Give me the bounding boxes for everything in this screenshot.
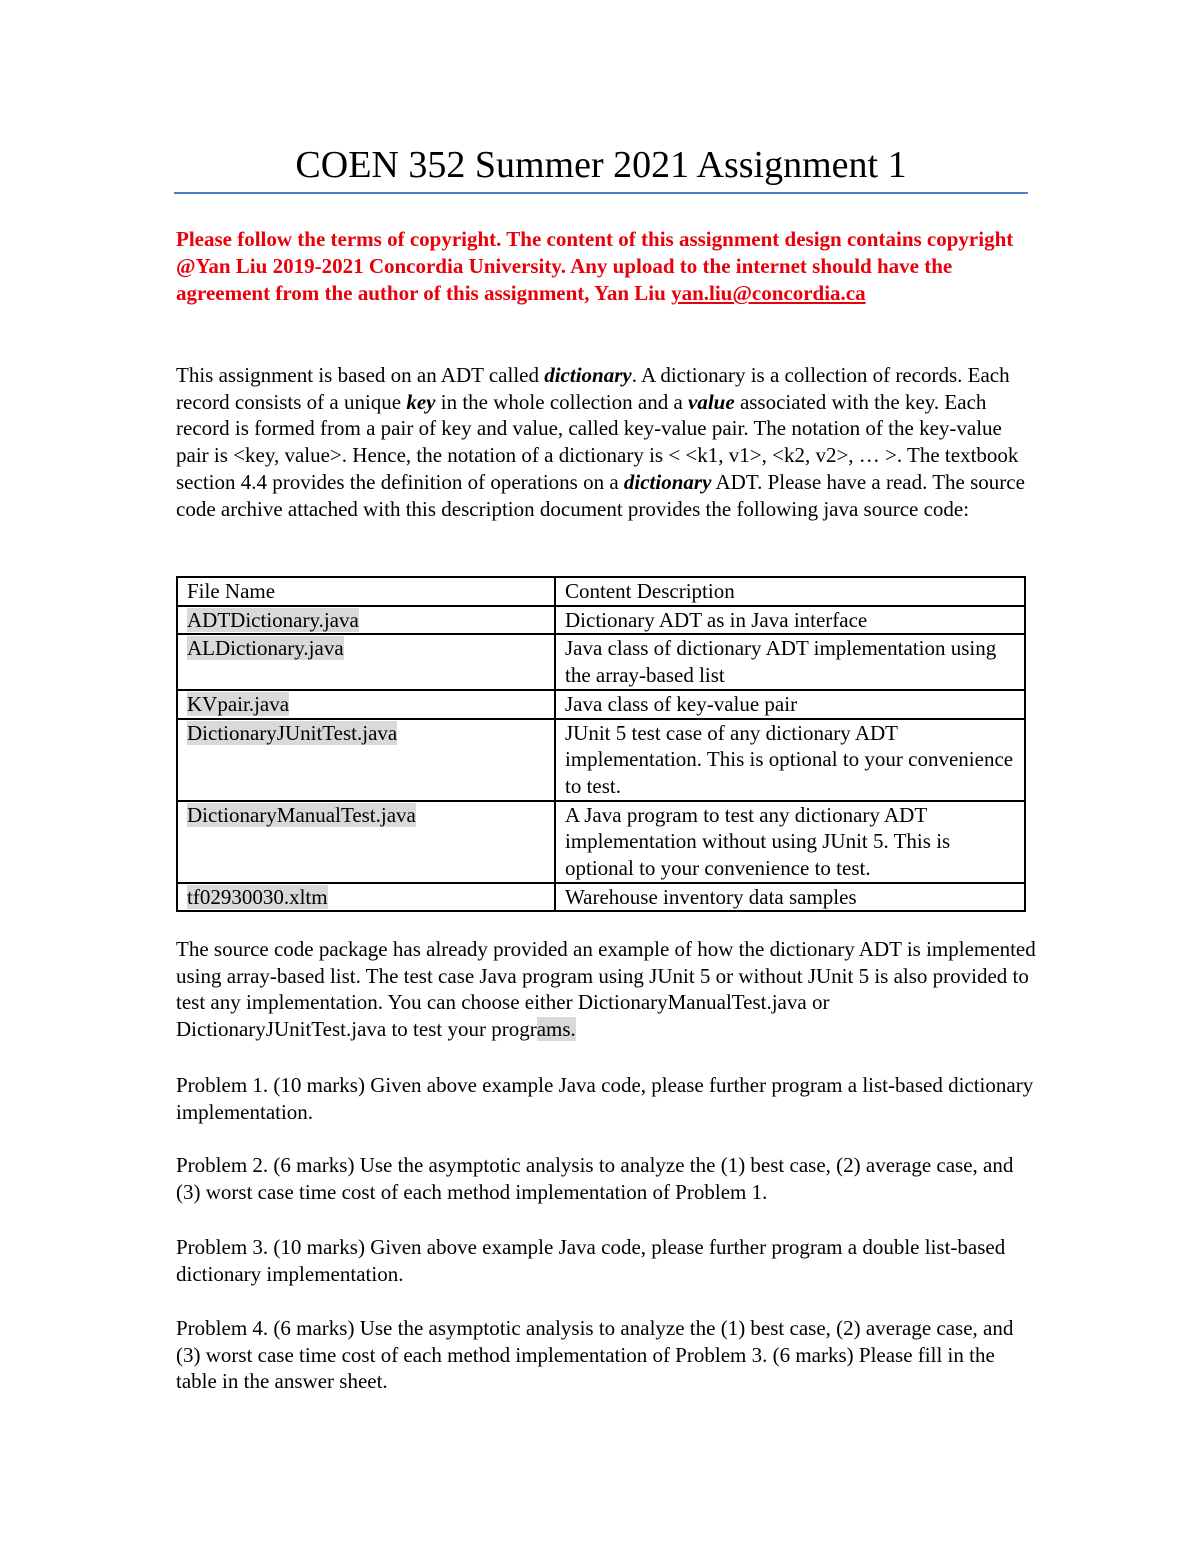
file-description: Java class of dictionary ADT implementation using the array-based list <box>555 634 1025 689</box>
source-paragraph-main: The source code package has already provided an example of how the dictionary ADT is implemented using array-based list. The test case Java program using JUnit 5 or without JUnit 5 is also provided to test any implementation. You can choose either DictionaryManualTest.java or DictionaryJUnitTest.java to test your progr <box>176 937 1036 1042</box>
term-value: value <box>688 389 735 414</box>
file-name-cell <box>177 883 555 912</box>
table-row <box>177 801 1025 883</box>
intro-part-1: This assignment is based on an ADT called <box>176 363 545 387</box>
intro-part-4: associated with the key. Each record is formed from a pair of key and value, called key-value pair. The notation of the key-value pair is <key, value>. Hence, the notation of a dictionary is < <k1, v1>, <k2, v2>, … >. The textbook section 4.4 provides the definition of operations on a <box>176 389 1019 494</box>
table-row <box>177 690 1025 719</box>
title-underline-rule <box>174 192 1028 194</box>
copyright-notice <box>176 226 1026 307</box>
file-name: DictionaryManualTest.java <box>187 802 416 827</box>
file-name-cell <box>177 634 555 689</box>
document-title: COEN 352 Summer 2021 Assignment 1 <box>295 144 907 186</box>
file-description: JUnit 5 test case of any dictionary ADT implementation. This is optional to your convenience to test. <box>555 719 1025 801</box>
table-row <box>177 606 1025 635</box>
term-dictionary: dictionary <box>544 363 632 387</box>
copyright-text: Please follow the terms of copyright. The content of this assignment design contains copyright @Yan Liu 2019-2021 Concordia University. Any upload to the internet should have the agreement from the author of this assignment, Yan Liu <box>176 227 1014 305</box>
table-row <box>177 883 1025 912</box>
file-name: ALDictionary.java <box>187 636 344 661</box>
table-row <box>177 634 1025 689</box>
header-content-description: Content Description <box>555 577 1025 606</box>
file-name: tf02930030.xltm <box>187 884 328 909</box>
source-package-paragraph <box>176 936 1036 1043</box>
author-email-link[interactable]: yan.liu@concordia.ca <box>671 281 866 305</box>
problem-3: Problem 3. (10 marks) Given above example Java code, please further program a double list-based dictionary implementation. <box>176 1235 1006 1286</box>
file-description: A Java program to test any dictionary ADT implementation without using JUnit 5. This is optional to your convenience to test. <box>555 801 1025 883</box>
problem-1: Problem 1. (10 marks) Given above example Java code, please further program a list-based dictionary implementation. <box>176 1073 1034 1124</box>
table-row <box>177 719 1025 801</box>
intro-part-2: . A dictionary is a collection of records. Each record consists of a unique <box>176 363 1010 414</box>
file-name-cell <box>177 606 555 635</box>
file-name-cell <box>177 690 555 719</box>
file-description: Dictionary ADT as in Java interface <box>555 606 1025 635</box>
file-name-cell <box>177 801 555 883</box>
intro-part-3: in the whole collection and a <box>435 389 689 414</box>
term-key: key <box>406 389 436 414</box>
problem-2: Problem 2. (6 marks) Use the asymptotic analysis to analyze the (1) best case, (2) average case, and (3) worst case time cost of each method implementation of Problem 1. <box>176 1153 1014 1204</box>
intro-part-5: ADT. Please have a read. The source code archive attached with this description document provides the following java source code: <box>176 469 1025 521</box>
source-paragraph-highlight: ams. <box>536 1017 576 1042</box>
table-header-row <box>177 577 1025 606</box>
file-description: Java class of key-value pair <box>555 690 1025 719</box>
source-files-table <box>176 576 1026 912</box>
header-file-name: File Name <box>177 577 555 606</box>
file-name-cell <box>177 719 555 801</box>
problem-4: Problem 4. (6 marks) Use the asymptotic analysis to analyze the (1) best case, (2) average case, and (3) worst case time cost of each method implementation of Problem 3. (6 marks) Please fill in the table in the answer sheet. <box>176 1316 1014 1394</box>
file-description: Warehouse inventory data samples <box>555 883 1025 912</box>
file-name: DictionaryJUnitTest.java <box>187 720 398 745</box>
intro-paragraph <box>176 362 1036 522</box>
file-name: ADTDictionary.java <box>187 607 359 632</box>
term-dictionary-2: dictionary <box>623 469 712 494</box>
file-name: KVpair.java <box>187 691 290 716</box>
